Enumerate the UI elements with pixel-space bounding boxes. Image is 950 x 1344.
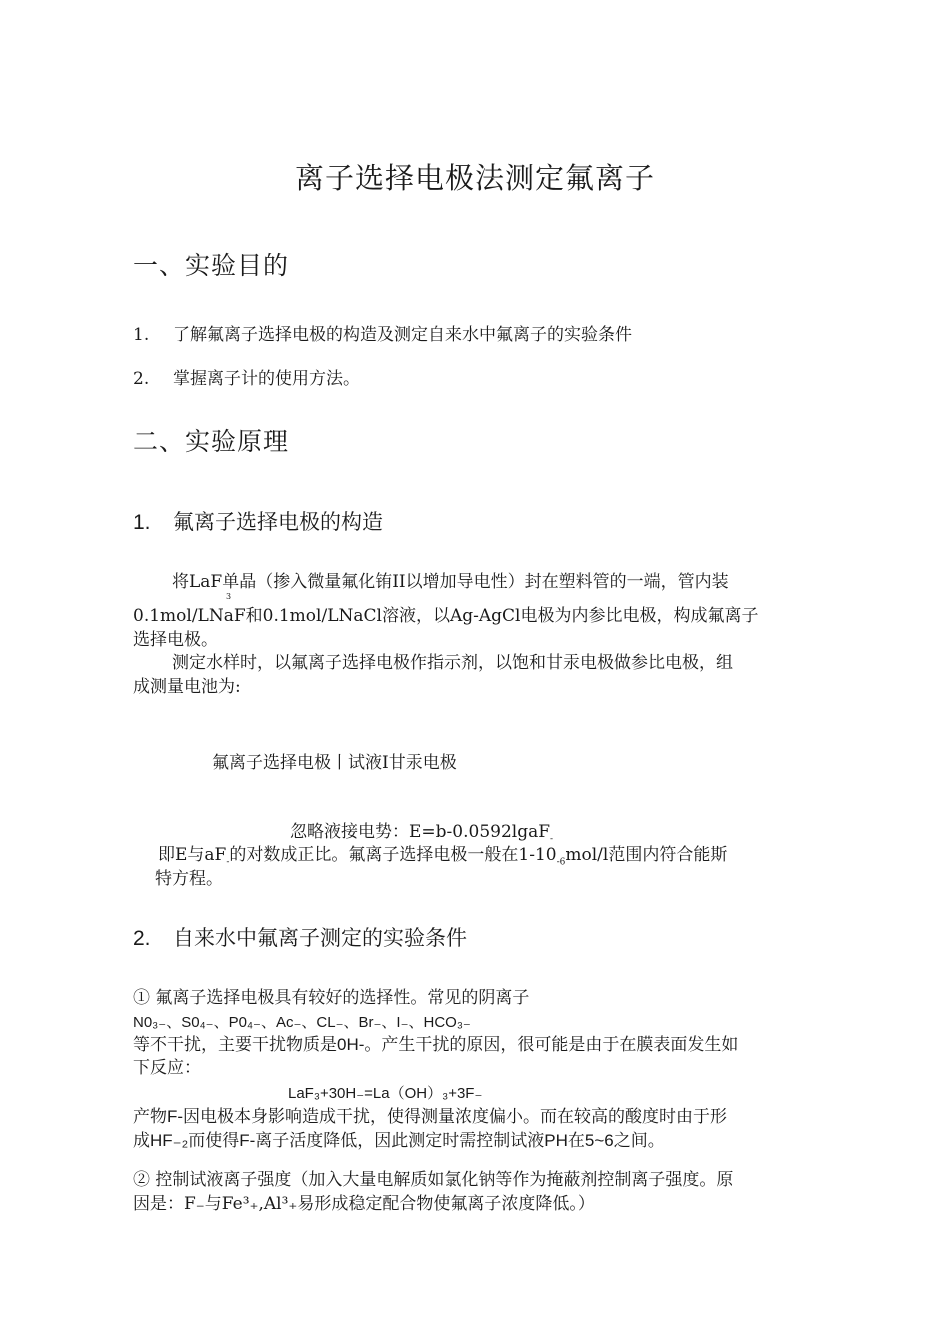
condition2-line2: 因是：F₋与Fe³₊,Al³₊易形成稳定配合物使氟离子浓度降低。） [133,1194,595,1214]
formula: 忽略液接电势：E=b-0.0592lgaF$_-$ [290,822,554,845]
item-number: 2. [133,369,150,389]
para2-line2: 成测量电池为: [133,677,241,697]
condition1-line7: 成HF₋₂而使得F-离子活度降低，因此测定时需控制试液PH在5~6之间。 [133,1131,665,1151]
list-item [133,320,632,345]
subsection1-heading: 1. 氟离子选择电极的构造 [133,510,383,534]
page-title: 离子选择电极法测定氟离子 [294,161,655,195]
para2-line1: 测定水样时，以氟离子选择电极作指示剂，以饱和甘汞电极做参比电极，组 [172,653,733,673]
para1-line3: 选择电极。 [133,630,218,650]
section1-heading: 一、实验目的 [133,251,290,280]
cell-notation: 氟离子选择电极丨试液I甘汞电极 [212,753,457,773]
para3-line2: 特方程。 [155,869,223,889]
item-number: 1. [133,325,150,345]
list-item [133,364,360,389]
subsection2-heading: 2. 自来水中氟离子测定的实验条件 [133,926,467,950]
condition1-line4: 下反应： [133,1058,201,1078]
para1-line1: 将LaF单晶（掺入微量氟化铕II以增加导电性）封在塑料管的一端，管内装 [172,572,729,592]
condition1-line6: 产物F-因电极本身影响造成干扰，使得测量浓度偏小。而在较高的酸度时由于形 [133,1107,728,1127]
reaction-equation: LaF₃+30H₋=La（OH）₃+3F₋ [288,1085,483,1102]
para1-sup: 3 [226,592,232,601]
condition1-line3: 等不干扰，主要干扰物质是0H-。产生干扰的原因，很可能是由于在膜表面发生如 [133,1035,739,1055]
condition1-line1: ① 氟离子选择电极具有较好的选择性。常见的阴离子 [133,988,530,1008]
ion-list: N0₃₋、S0₄₋、P0₄₋、Ac₋、CL₋、Br₋、I₋、HCO₃₋ [133,1014,471,1031]
para3-line1: 即E与$aF_-$的对数成正比。氟离子选择电极一般在$1-10_{-6}mol/l$范围内符合能斯 [158,845,728,868]
condition2-line1: ② 控制试液离子强度（加入大量电解质如氯化钠等作为掩蔽剂控制离子强度。原 [133,1170,734,1190]
para1-line2: 0.1mol/LNaF和0.1mol/LNaCl溶液，以Ag-AgCl电极为内参比电极，构成氟离子 [133,606,759,626]
section2-heading: 二、实验原理 [133,427,290,456]
item-text: 了解氟离子选择电极的构造及测定自来水中氟离子的实验条件 [173,325,632,345]
item-text: 掌握离子计的使用方法。 [173,369,360,389]
